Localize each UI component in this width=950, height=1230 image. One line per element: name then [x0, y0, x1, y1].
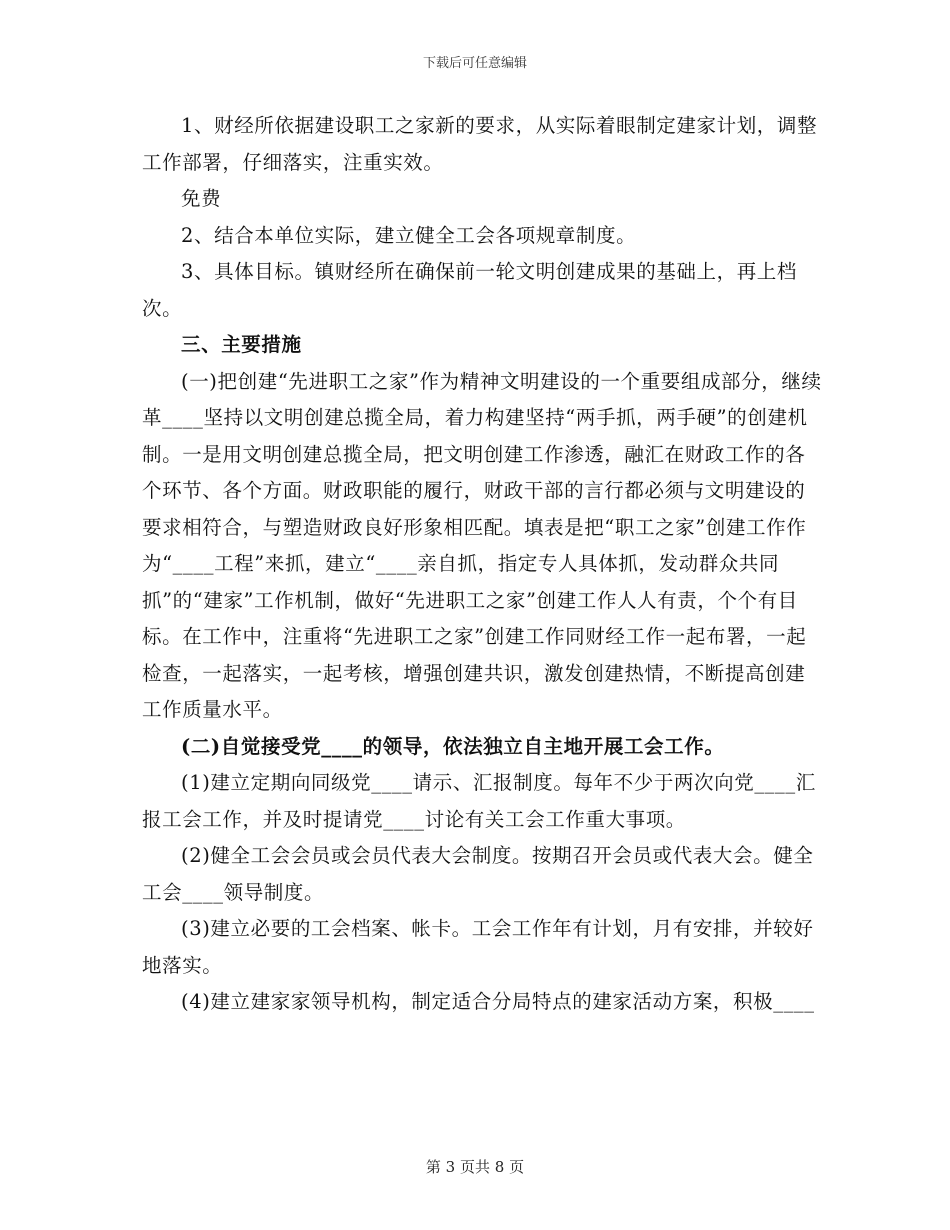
paragraph-2: 2、结合本单位实际，建立健全工会各项规章制度。 — [181, 223, 637, 247]
section-heading-measures: 三、主要措施 — [181, 333, 302, 356]
document-body — [142, 108, 822, 1021]
paragraph-item-1: (1)建立定期向同级党____请示、汇报制度。每年不少于两次向党____汇报工会工作，并及时提请党____讨论有关工会工作重大事项。 — [142, 771, 816, 831]
paragraph-measure-2-heading: (二)自觉接受党____的领导，依法独立自主地开展工会工作。 — [181, 734, 725, 758]
page-header: 下载后可任意编辑 — [422, 56, 527, 71]
paragraph-measure-1: (一)把创建“先进职工之家”作为精神文明建设的一个重要组成部分，继续革____坚持以文明创建总揽全局，着力构建坚持“两手抓，两手硬”的创建机制。一是用文明创建总揽全局，把文明创建工作渗透，融汇在财政工作的各个环节、各个方面。财政职能的履行，财政干部的言行都必须与文明建设的要求相符合，与塑造财政良好形象相匹配。填表是把“职工之家”创建工作作为“____工程”来抓，建立“____亲自抓，指定专人具体抓，发动群众共同抓”的“建家”工作机制，做好“先进职工之家”创建工作人人有责，个个有目标。在工作中，注重将“先进职工之家”创建工作同财经工作一起布署，一起检查，一起落实，一起考核，增强创建共识，激发创建热情，不断提高创建工作质量水平。 — [142, 369, 822, 721]
paragraph-item-2: (2)健全工会会员或会员代表大会制度。按期召开会员或代表大会。健全工会____领导制度。 — [142, 844, 814, 904]
paragraph-free: 免费 — [181, 187, 222, 210]
page-number-footer: 第 3 页共 8 页 — [425, 1158, 525, 1176]
paragraph-1: 1、财经所依据建设职工之家新的要求，从实际着眼制定建家计划，调整工作部署，仔细落实，注重实效。 — [142, 114, 818, 174]
paragraph-item-4: (4)建立建家家领导机构，制定适合分局特点的建家活动方案，积极____ — [181, 990, 815, 1013]
paragraph-3: 3、具体目标。镇财经所在确保前一轮文明创建成果的基础上，再上档次。 — [142, 260, 798, 320]
paragraph-item-3: (3)建立必要的工会档案、帐卡。工会工作年有计划，月有安排，并较好地落实。 — [142, 917, 814, 977]
